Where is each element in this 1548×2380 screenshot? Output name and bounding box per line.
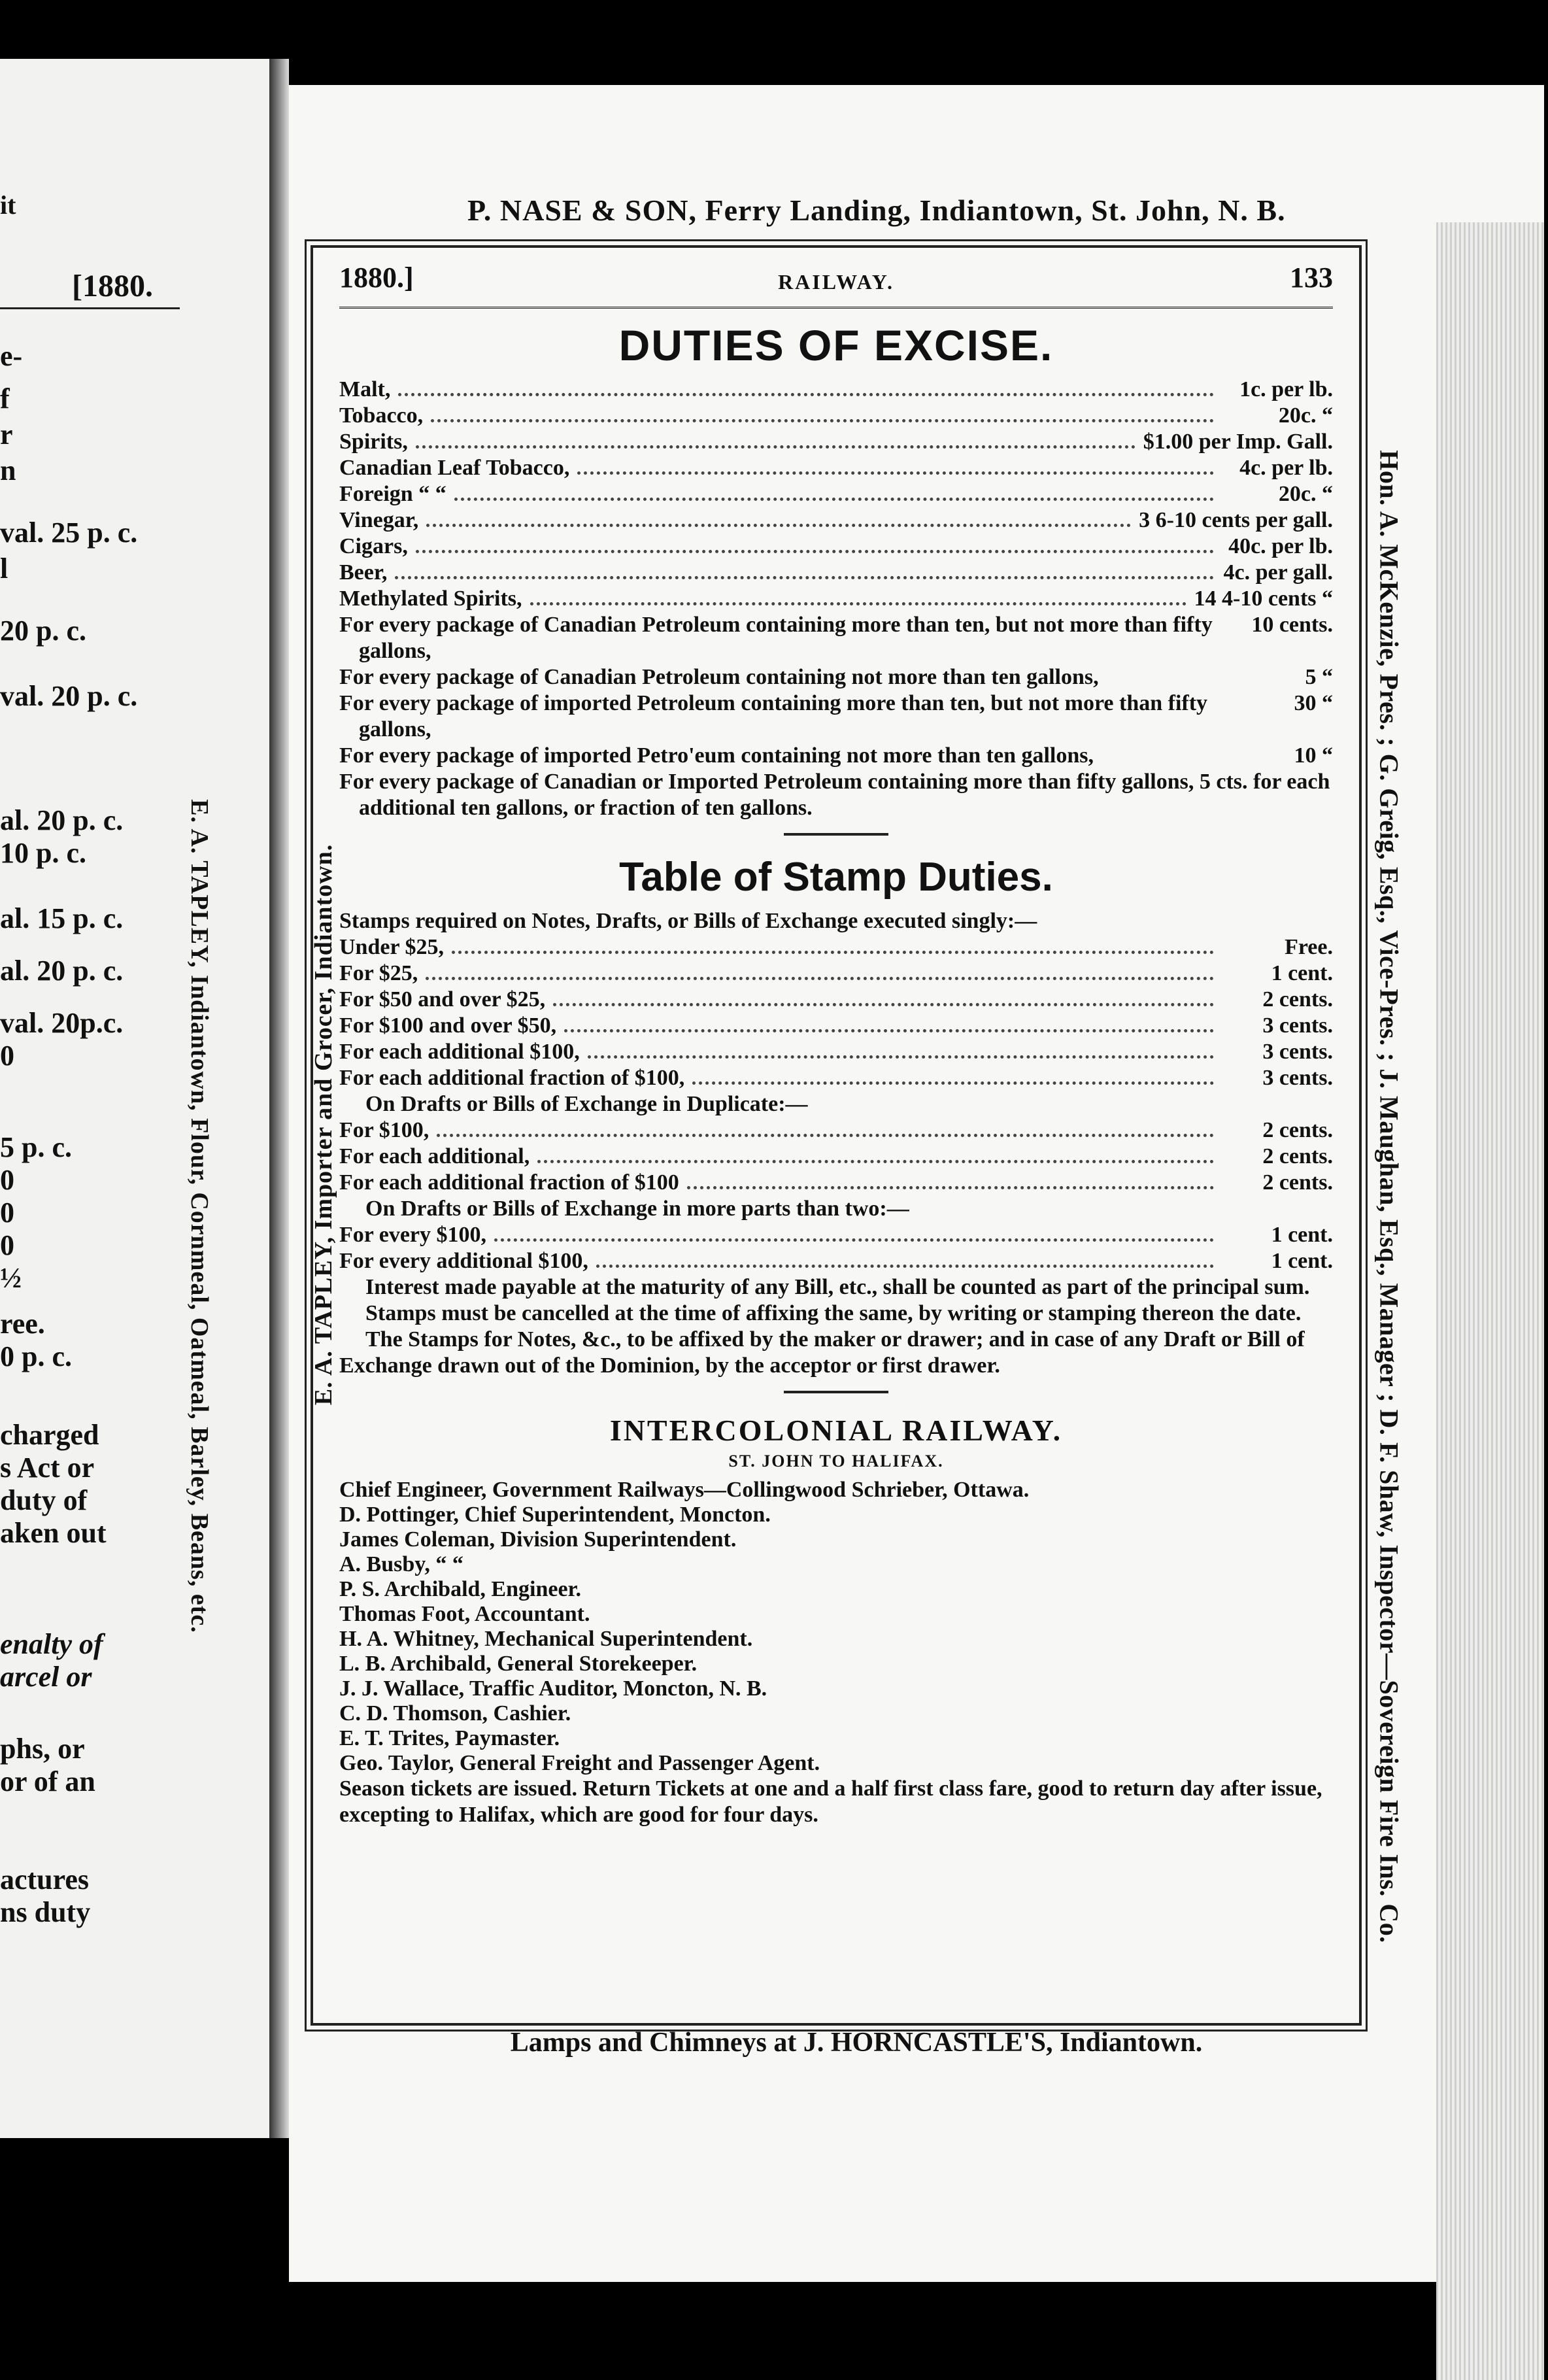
running-head [339,261,1333,309]
left-fragment: actures [0,1863,90,1896]
stamp-row: For every $100, 1 cent. [339,1223,1333,1247]
excise-title: DUTIES OF EXCISE. [618,321,1054,369]
left-fragment: l [0,552,8,585]
stamp-note: Stamps must be cancelled at the time of affixing the same, by writing or stamping thereon the date. [365,1301,1302,1325]
stamp-row: For $100 and over $50, 3 cents. [339,1013,1333,1038]
page-content [339,261,1333,2010]
left-fragment: f [0,382,10,415]
excise-row: Vinegar, 3 6-10 cents per gall. [339,508,1333,532]
stamp-row: For $100, 2 cents. [339,1118,1333,1142]
stamp-more-heading: On Drafts or Bills of Exchange in more parts than two:— [365,1197,909,1221]
excise-row: Beer, 4c. per gall. [339,560,1333,585]
left-fragment: 0 [0,1040,14,1072]
stamp-row: For $25, 1 cent. [339,961,1333,985]
stamp-row: For $50 and over $25, 2 cents. [339,987,1333,1012]
left-fragment: ns duty [0,1896,91,1928]
staff-entry: Thomas Foot, Accountant. [339,1602,590,1626]
left-fragment: duty of [0,1484,88,1516]
left-fragment: val. 20 p. c. [0,680,138,712]
left-page-header: it [0,190,16,220]
stamp-duties-title: Table of Stamp Duties. [619,855,1053,900]
staff-entry: Geo. Taylor, General Freight and Passenger Agent. [339,1751,820,1775]
running-head-year: 1880.] [339,262,414,294]
left-fragment: s Act or [0,1452,95,1484]
excise-row: Tobacco, 20c. “ [339,403,1333,428]
left-fragment: phs, or [0,1733,85,1765]
top-advertisement: P. NASE & SON, Ferry Landing, Indiantown, St. John, N. B. [467,194,1286,227]
left-fragment: al. 20 p. c. [0,955,124,987]
staff-entry: D. Pottinger, Chief Superintendent, Moncton. [339,1503,771,1527]
staff-entry: C. D. Thomson, Cashier. [339,1701,571,1726]
page-content-frame [311,245,1362,2026]
staff-entry: Chief Engineer, Government Railways—Collingwood Schrieber, Ottawa. [339,1478,1030,1502]
staff-entry: E. T. Trites, Paymaster. [339,1726,560,1750]
excise-row: Spirits, $1.00 per Imp. Gall. [339,430,1333,454]
stamp-row: For each additional fraction of $100 2 cents. [339,1170,1333,1195]
stamp-row: Under $25, Free. [339,935,1333,959]
railway-title: INTERCOLONIAL RAILWAY. [609,1414,1063,1447]
petroleum-large-note: For every package of Canadian or Imported Petroleum containing more than fifty gallons, 5 cts. for each additional ten gallons, or fraction of ten gallons. [339,770,1330,820]
stamp-row: For each additional fraction of $100, 3 cents. [339,1066,1333,1090]
left-fragment: ½ [0,1262,22,1294]
left-fragment: enalty of [0,1628,103,1660]
stamp-duplicate-heading: On Drafts or Bills of Exchange in Duplicate:— [365,1092,808,1116]
left-page-year: [1880. [72,269,153,303]
excise-row: Malt, 1c. per lb. [339,377,1333,401]
left-fragment: 10 p. c. [0,837,86,869]
left-page-vertical-ad [150,726,248,1707]
left-fragment: al. 20 p. c. [0,804,124,836]
left-fragment: ree. [0,1308,45,1340]
page-number: 133 [1290,262,1333,294]
left-page-rule [0,307,180,309]
staff-entry: James Coleman, Division Superintendent. [339,1527,737,1552]
left-fragment: charged [0,1419,99,1451]
railway-ticket-note: Season tickets are issued. Return Tickets at one and a half first class fare, good to return day after issue, excepting to Halifax, which are good for four days. [339,1776,1322,1827]
left-fragment: 20 p. c. [0,615,86,647]
stamp-row: For each additional, 2 cents. [339,1144,1333,1168]
right-margin-advertisement [1353,314,1425,2079]
page-edges [1436,222,1544,2380]
stamp-note: Interest made payable at the maturity of any Bill, etc., shall be counted as part of the principal sum. [365,1275,1310,1299]
excise-row: Foreign “ “ 20c. “ [339,482,1333,506]
railway-staff-list [339,1478,1333,1828]
left-fragment: 0 [0,1197,14,1229]
left-page-vertical-ad-text: E. A. TAPLEY, Indiantown, Flour, Cornmeal, Oatmeal, Barley, Beans, etc. [186,799,213,1633]
section-separator [784,833,888,836]
staff-entry: J. J. Wallace, Traffic Auditor, Moncton, N. B. [339,1676,767,1701]
excise-row: Canadian Leaf Tobacco, 4c. per lb. [339,456,1333,480]
staff-entry: A. Busby, “ “ [339,1552,463,1576]
stamp-note: The Stamps for Notes, &c., to be affixed by the maker or drawer; and in case of any Draft or Bill of Exchange drawn out of the Dominion, by the acceptor or first drawer. [339,1327,1305,1378]
left-facing-page [0,59,269,2138]
railway-subtitle: ST. JOHN TO HALIFAX. [728,1452,944,1470]
petroleum-row: For every package of imported Petroleum containing more than ten, but not more than fifty gallons, 30 “ [339,691,1333,741]
left-fragment: n [0,454,16,486]
right-margin-ad-text: Hon. A. McKenzie, Pres. ; G. Greig, Esq., Vice-Pres. ; J. Maughan, Esq., Manager ; D. F. Shaw, Inspector—Sovereign Fire Ins. Co. [1374,450,1404,1943]
book-gutter [269,59,289,2138]
staff-entry: P. S. Archibald, Engineer. [339,1577,582,1601]
staff-entry: L. B. Archibald, General Storekeeper. [339,1652,698,1676]
left-fragment: or of an [0,1765,95,1797]
stamp-row: For each additional $100, 3 cents. [339,1040,1333,1064]
stamp-duties-table [339,908,1333,1379]
excise-table [339,377,1333,821]
left-fragment: al. 15 p. c. [0,902,124,934]
left-fragment: e- [0,340,23,372]
section-separator [784,1391,888,1393]
staff-entry: H. A. Whitney, Mechanical Superintendent. [339,1627,753,1651]
petroleum-row: For every package of imported Petro'eum containing not more than ten gallons, 10 “ [339,743,1333,768]
running-head-title: RAILWAY. [778,270,894,294]
left-fragment: r [0,418,13,450]
stamp-intro: Stamps required on Notes, Drafts, or Bills of Exchange executed singly:— [339,909,1037,933]
left-fragment: 0 [0,1229,14,1261]
left-margin-ad-text: E. A. TAPLEY, Importer and Grocer, Indiantown. [310,843,337,1406]
petroleum-row: For every package of Canadian Petroleum containing more than ten, but not more than fifty gallons, 10 cents. [339,613,1333,663]
left-fragment: val. 25 p. c. [0,517,138,549]
bottom-advertisement: Lamps and Chimneys at J. HORNCASTLE'S, Indiantown. [510,2028,1203,2058]
left-fragment: 0 p. c. [0,1340,72,1372]
excise-row: Methylated Spirits, 14 4-10 cents “ [339,586,1333,611]
left-fragment: val. 20p.c. [0,1007,124,1039]
left-fragment: arcel or [0,1661,92,1693]
left-fragment: 5 p. c. [0,1131,72,1163]
left-fragment: 0 [0,1164,14,1196]
stamp-row: For every additional $100, 1 cent. [339,1249,1333,1273]
petroleum-row: For every package of Canadian Petroleum containing not more than ten gallons, 5 “ [339,665,1333,689]
left-fragment: aken out [0,1517,107,1549]
excise-row: Cigars, 40c. per lb. [339,534,1333,558]
